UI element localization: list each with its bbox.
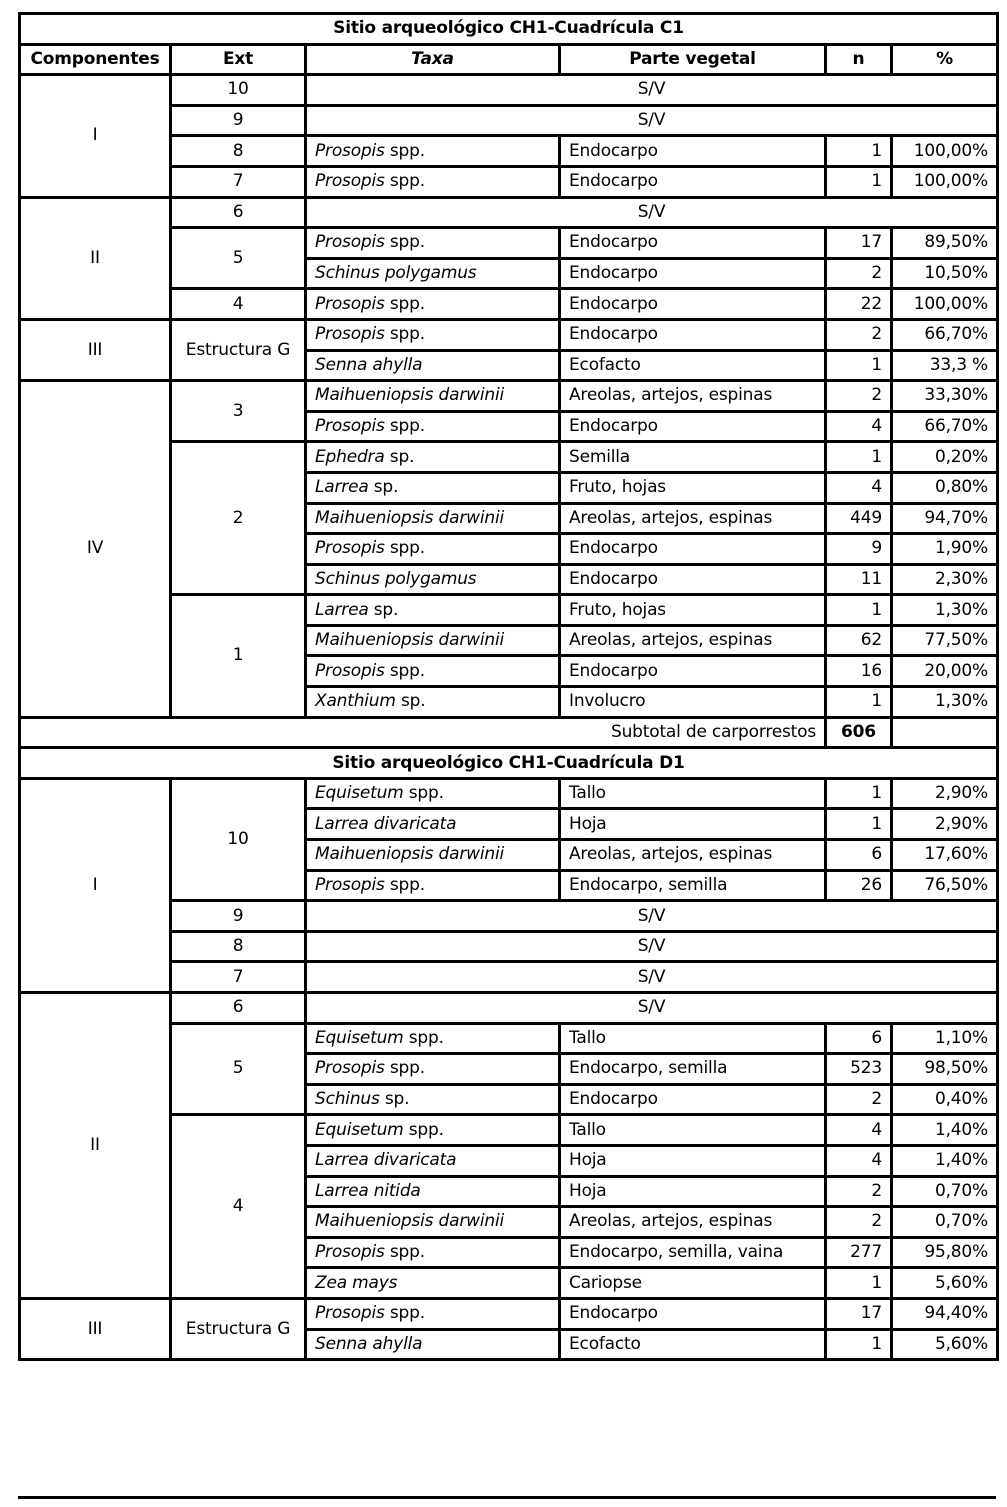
percent-cell: 1,90% xyxy=(892,534,998,565)
taxa-cell: Larrea sp. xyxy=(306,595,560,626)
percent-cell: 1,40% xyxy=(892,1145,998,1176)
n-cell: 449 xyxy=(826,503,892,534)
taxa-cell: Zea mays xyxy=(306,1268,560,1299)
percent-cell: 94,40% xyxy=(892,1298,998,1329)
component-cell: II xyxy=(20,197,171,319)
ext-cell: 9 xyxy=(171,105,306,136)
n-cell: 2 xyxy=(826,258,892,289)
n-cell: 1 xyxy=(826,778,892,809)
n-cell: 2 xyxy=(826,1207,892,1238)
component-cell: I xyxy=(20,778,171,992)
parte-vegetal-cell: Areolas, artejos, espinas xyxy=(560,625,826,656)
ext-cell: 8 xyxy=(171,931,306,962)
taxa-cell: Equisetum spp. xyxy=(306,1115,560,1146)
percent-cell: 0,80% xyxy=(892,472,998,503)
percent-cell: 2,30% xyxy=(892,564,998,595)
subtotal-percent xyxy=(892,717,998,748)
n-cell: 1 xyxy=(826,350,892,381)
sin-vestigios-cell: S/V xyxy=(306,197,998,228)
percent-cell: 2,90% xyxy=(892,778,998,809)
column-header-componentes: Componentes xyxy=(20,44,171,75)
taxa-cell: Schinus sp. xyxy=(306,1084,560,1115)
percent-cell: 1,40% xyxy=(892,1115,998,1146)
n-cell: 1 xyxy=(826,1268,892,1299)
taxa-cell: Prosopis spp. xyxy=(306,228,560,259)
column-header-ext: Ext xyxy=(171,44,306,75)
taxa-cell: Larrea sp. xyxy=(306,472,560,503)
taxa-cell: Prosopis spp. xyxy=(306,166,560,197)
percent-cell: 77,50% xyxy=(892,625,998,656)
n-cell: 11 xyxy=(826,564,892,595)
percent-cell: 66,70% xyxy=(892,319,998,350)
column-header-percent: % xyxy=(892,44,998,75)
percent-cell: 100,00% xyxy=(892,166,998,197)
parte-vegetal-cell: Endocarpo xyxy=(560,136,826,167)
percent-cell: 1,30% xyxy=(892,687,998,718)
table-row xyxy=(20,993,998,1024)
ext-cell: 10 xyxy=(171,778,306,900)
parte-vegetal-cell: Endocarpo xyxy=(560,564,826,595)
taxa-cell: Maihueniopsis darwinii xyxy=(306,381,560,412)
taxa-cell: Senna ahylla xyxy=(306,350,560,381)
parte-vegetal-cell: Tallo xyxy=(560,778,826,809)
ext-cell: 6 xyxy=(171,993,306,1024)
n-cell: 9 xyxy=(826,534,892,565)
parte-vegetal-cell: Endocarpo xyxy=(560,656,826,687)
component-cell: IV xyxy=(20,381,171,718)
ext-cell: 3 xyxy=(171,381,306,442)
ext-cell: 8 xyxy=(171,136,306,167)
taxa-cell: Senna ahylla xyxy=(306,1329,560,1360)
taxa-cell: Equisetum spp. xyxy=(306,1023,560,1054)
parte-vegetal-cell: Endocarpo xyxy=(560,319,826,350)
taxa-cell: Maihueniopsis darwinii xyxy=(306,503,560,534)
parte-vegetal-cell: Endocarpo, semilla, vaina xyxy=(560,1237,826,1268)
component-cell: I xyxy=(20,75,171,197)
percent-cell: 10,50% xyxy=(892,258,998,289)
n-cell: 26 xyxy=(826,870,892,901)
section-title: Sitio arqueológico CH1-Cuadrícula C1 xyxy=(20,14,998,45)
taxa-cell: Prosopis spp. xyxy=(306,136,560,167)
taxa-cell: Prosopis spp. xyxy=(306,1298,560,1329)
ext-cell: 9 xyxy=(171,901,306,932)
ext-cell: Estructura G xyxy=(171,1298,306,1359)
parte-vegetal-cell: Cariopse xyxy=(560,1268,826,1299)
n-cell: 1 xyxy=(826,136,892,167)
component-cell: III xyxy=(20,1298,171,1359)
taxa-cell: Prosopis spp. xyxy=(306,1054,560,1085)
n-cell: 2 xyxy=(826,1176,892,1207)
subtotal-label: Subtotal de carporrestos xyxy=(20,717,826,748)
taxa-cell: Schinus polygamus xyxy=(306,258,560,289)
n-cell: 2 xyxy=(826,1084,892,1115)
percent-cell: 33,30% xyxy=(892,381,998,412)
taxa-cell: Maihueniopsis darwinii xyxy=(306,840,560,871)
column-header-taxa: Taxa xyxy=(306,44,560,75)
taxa-cell: Prosopis spp. xyxy=(306,289,560,320)
taxa-cell: Prosopis spp. xyxy=(306,411,560,442)
percent-cell: 0,20% xyxy=(892,442,998,473)
percent-cell: 2,90% xyxy=(892,809,998,840)
parte-vegetal-cell: Endocarpo xyxy=(560,289,826,320)
taxa-cell: Xanthium sp. xyxy=(306,687,560,718)
parte-vegetal-cell: Areolas, artejos, espinas xyxy=(560,1207,826,1238)
n-cell: 523 xyxy=(826,1054,892,1085)
percent-cell: 95,80% xyxy=(892,1237,998,1268)
n-cell: 17 xyxy=(826,1298,892,1329)
column-header-parte-vegetal: Parte vegetal xyxy=(560,44,826,75)
taxa-cell: Prosopis spp. xyxy=(306,1237,560,1268)
taxa-cell: Schinus polygamus xyxy=(306,564,560,595)
taxa-cell: Larrea divaricata xyxy=(306,1145,560,1176)
ext-cell: 5 xyxy=(171,1023,306,1115)
percent-cell: 5,60% xyxy=(892,1329,998,1360)
column-header-n: n xyxy=(826,44,892,75)
percent-cell: 17,60% xyxy=(892,840,998,871)
taxa-cell: Prosopis spp. xyxy=(306,656,560,687)
taxa-cell: Maihueniopsis darwinii xyxy=(306,625,560,656)
table-bottom-rule xyxy=(18,1496,996,1499)
parte-vegetal-cell: Ecofacto xyxy=(560,350,826,381)
section-title-row xyxy=(20,748,998,779)
section-title: Sitio arqueológico CH1-Cuadrícula D1 xyxy=(20,748,998,779)
parte-vegetal-cell: Tallo xyxy=(560,1023,826,1054)
sin-vestigios-cell: S/V xyxy=(306,931,998,962)
percent-cell: 1,30% xyxy=(892,595,998,626)
carporrestos-table xyxy=(18,12,999,1361)
ext-cell: 1 xyxy=(171,595,306,717)
subtotal-row xyxy=(20,717,998,748)
n-cell: 1 xyxy=(826,166,892,197)
parte-vegetal-cell: Involucro xyxy=(560,687,826,718)
parte-vegetal-cell: Endocarpo xyxy=(560,228,826,259)
n-cell: 4 xyxy=(826,1115,892,1146)
ext-cell: 4 xyxy=(171,289,306,320)
parte-vegetal-cell: Hoja xyxy=(560,1145,826,1176)
parte-vegetal-cell: Hoja xyxy=(560,809,826,840)
taxa-cell: Larrea nitida xyxy=(306,1176,560,1207)
ext-cell: 6 xyxy=(171,197,306,228)
ext-cell: 7 xyxy=(171,962,306,993)
table-body xyxy=(20,14,998,1360)
parte-vegetal-cell: Hoja xyxy=(560,1176,826,1207)
parte-vegetal-cell: Fruto, hojas xyxy=(560,595,826,626)
n-cell: 6 xyxy=(826,1023,892,1054)
n-cell: 1 xyxy=(826,1329,892,1360)
component-cell: III xyxy=(20,319,171,380)
percent-cell: 0,40% xyxy=(892,1084,998,1115)
parte-vegetal-cell: Endocarpo xyxy=(560,534,826,565)
n-cell: 1 xyxy=(826,595,892,626)
n-cell: 62 xyxy=(826,625,892,656)
parte-vegetal-cell: Areolas, artejos, espinas xyxy=(560,840,826,871)
table-row xyxy=(20,319,998,350)
n-cell: 17 xyxy=(826,228,892,259)
n-cell: 22 xyxy=(826,289,892,320)
percent-cell: 20,00% xyxy=(892,656,998,687)
ext-cell: 10 xyxy=(171,75,306,106)
parte-vegetal-cell: Areolas, artejos, espinas xyxy=(560,503,826,534)
parte-vegetal-cell: Endocarpo xyxy=(560,1298,826,1329)
table-row xyxy=(20,75,998,106)
table-row xyxy=(20,197,998,228)
n-cell: 1 xyxy=(826,687,892,718)
ext-cell: 2 xyxy=(171,442,306,595)
taxa-cell: Maihueniopsis darwinii xyxy=(306,1207,560,1238)
sin-vestigios-cell: S/V xyxy=(306,901,998,932)
parte-vegetal-cell: Ecofacto xyxy=(560,1329,826,1360)
ext-cell: Estructura G xyxy=(171,319,306,380)
parte-vegetal-cell: Endocarpo, semilla xyxy=(560,1054,826,1085)
parte-vegetal-cell: Endocarpo xyxy=(560,166,826,197)
taxa-cell: Larrea divaricata xyxy=(306,809,560,840)
percent-cell: 0,70% xyxy=(892,1176,998,1207)
percent-cell: 5,60% xyxy=(892,1268,998,1299)
percent-cell: 1,10% xyxy=(892,1023,998,1054)
sin-vestigios-cell: S/V xyxy=(306,962,998,993)
percent-cell: 0,70% xyxy=(892,1207,998,1238)
n-cell: 2 xyxy=(826,319,892,350)
sin-vestigios-cell: S/V xyxy=(306,75,998,106)
n-cell: 277 xyxy=(826,1237,892,1268)
parte-vegetal-cell: Areolas, artejos, espinas xyxy=(560,381,826,412)
percent-cell: 76,50% xyxy=(892,870,998,901)
n-cell: 1 xyxy=(826,442,892,473)
n-cell: 2 xyxy=(826,381,892,412)
parte-vegetal-cell: Endocarpo xyxy=(560,258,826,289)
column-header-row xyxy=(20,44,998,75)
n-cell: 4 xyxy=(826,472,892,503)
ext-cell: 5 xyxy=(171,228,306,289)
taxa-cell: Ephedra sp. xyxy=(306,442,560,473)
sin-vestigios-cell: S/V xyxy=(306,993,998,1024)
n-cell: 16 xyxy=(826,656,892,687)
parte-vegetal-cell: Tallo xyxy=(560,1115,826,1146)
percent-cell: 100,00% xyxy=(892,289,998,320)
ext-cell: 7 xyxy=(171,166,306,197)
table-row xyxy=(20,1298,998,1329)
table-row xyxy=(20,778,998,809)
sin-vestigios-cell: S/V xyxy=(306,105,998,136)
taxa-cell: Equisetum spp. xyxy=(306,778,560,809)
percent-cell: 33,3 % xyxy=(892,350,998,381)
taxa-cell: Prosopis spp. xyxy=(306,534,560,565)
subtotal-n: 606 xyxy=(826,717,892,748)
component-cell: II xyxy=(20,993,171,1299)
n-cell: 4 xyxy=(826,1145,892,1176)
percent-cell: 66,70% xyxy=(892,411,998,442)
percent-cell: 100,00% xyxy=(892,136,998,167)
percent-cell: 89,50% xyxy=(892,228,998,259)
taxa-cell: Prosopis spp. xyxy=(306,870,560,901)
taxa-cell: Prosopis spp. xyxy=(306,319,560,350)
n-cell: 1 xyxy=(826,809,892,840)
ext-cell: 4 xyxy=(171,1115,306,1299)
percent-cell: 98,50% xyxy=(892,1054,998,1085)
n-cell: 6 xyxy=(826,840,892,871)
table-row xyxy=(20,381,998,412)
parte-vegetal-cell: Endocarpo, semilla xyxy=(560,870,826,901)
percent-cell: 94,70% xyxy=(892,503,998,534)
parte-vegetal-cell: Fruto, hojas xyxy=(560,472,826,503)
parte-vegetal-cell: Endocarpo xyxy=(560,1084,826,1115)
parte-vegetal-cell: Semilla xyxy=(560,442,826,473)
section-title-row xyxy=(20,14,998,45)
parte-vegetal-cell: Endocarpo xyxy=(560,411,826,442)
n-cell: 4 xyxy=(826,411,892,442)
